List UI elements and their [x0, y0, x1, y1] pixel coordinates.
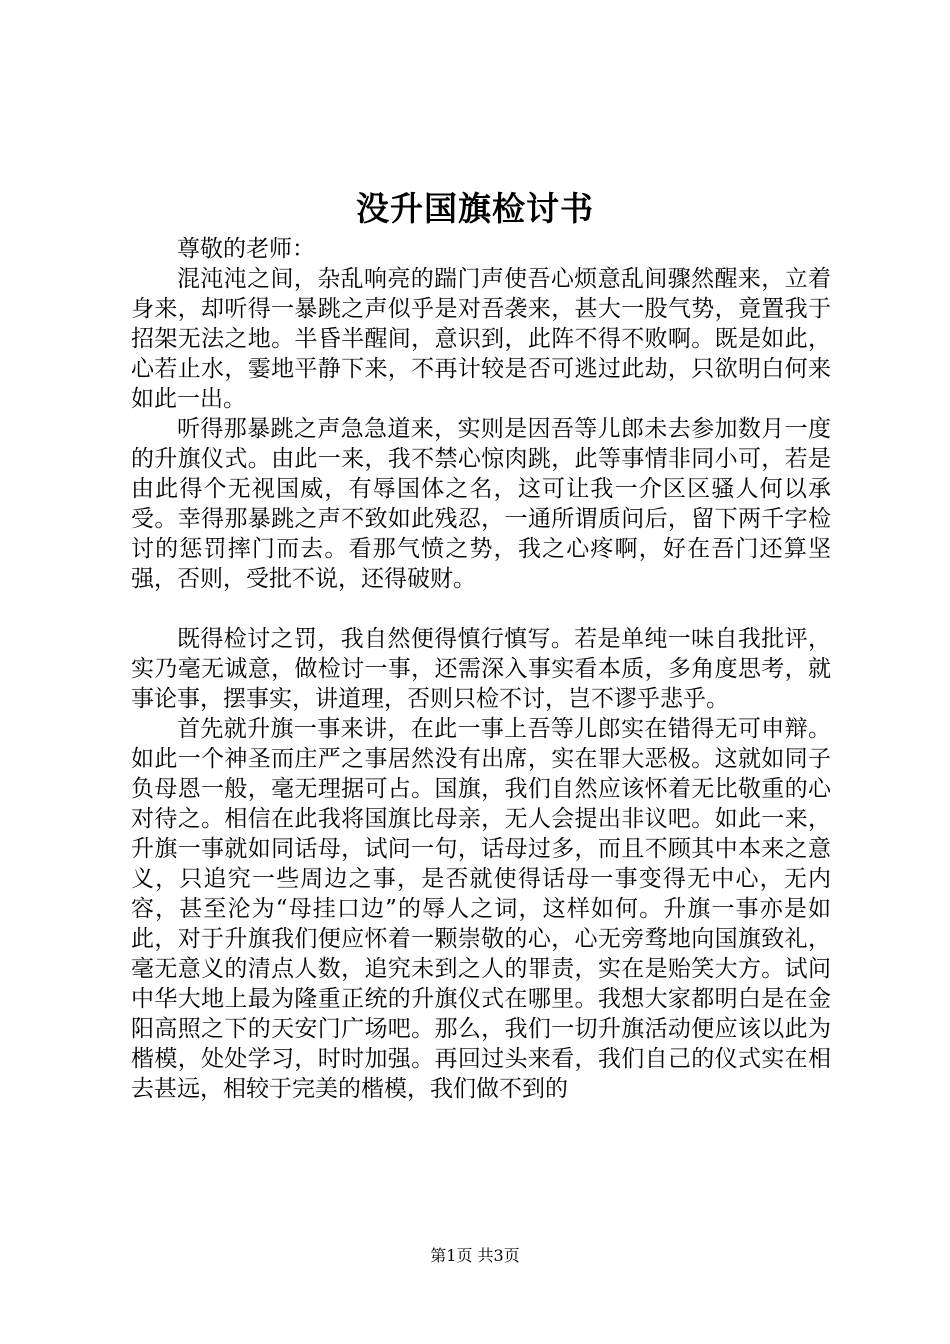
paragraph-2: 听得那暴跳之声急急道来，实则是因吾等儿郎未去参加数月一度的升旗仪式。由此一来，我不禁心惊肉跳，此等事情非同小可，若是由此得个无视国威，有辱国体之名，这可让我一介区区骚人何以承受。幸得那暴跳之声不致如此残忍，一通所谓质问后，留下两千字检讨的惩罚摔门而去。看那气愤之势，我之心疼啊，好在吾门还算坚强，否则，受批不说，还得破财。: [131, 416, 831, 592]
salutation: 尊敬的老师：: [177, 236, 315, 262]
paragraph-4: 首先就升旗一事来讲，在此一事上吾等儿郎实在错得无可申辩。如此一个神圣而庄严之事居然没有出席，实在罪大恶极。这就如同子负母恩一般，毫无理据可占。国旗，我们自然应该怀着无比敬重的心对待之。相信在此我将国旗比母亲，无人会提出非议吧。如此一来，升旗一事就如同话母，试问一句，话母过多，而且不顾其中本来之意义，只追究一些周边之事，是否就使得话母一事变得无中心，无内容，甚至沦为“母挂口边”的辱人之词，这样如何。升旗一事亦是如此，对于升旗我们便应怀着一颗崇敬的心，心无旁骛地向国旗致礼，毫无意义的清点人数，追究未到之人的罪责，实在是贻笑大方。试问中华大地上最为隆重正统的升旗仪式在哪里。我想大家都明白是在金阳高照之下的天安门广场吧。那么，我们一切升旗活动便应该以此为楷模，处处学习，时时加强。再回过头来看，我们自己的仪式实在相去甚远，相较于完美的楷模，我们做不到的: [131, 716, 831, 1102]
paragraph-3: 既得检讨之罚，我自然便得慎行慎写。若是单纯一味自我批评，实乃毫无诚意，做检讨一事，还需深入事实看本质，多角度思考，就事论事，摆事实，讲道理，否则只检不讨，岂不谬乎悲乎。: [131, 626, 831, 712]
paragraph-1: 混沌沌之间，杂乱响亮的踹门声使吾心烦意乱间骤然醒来，立着身来，却听得一暴跳之声似乎是对吾袭来，甚大一股气势，竟置我于招架无法之地。半昏半醒间，意识到，此阵不得不败啊。既是如此，心若止水，霎地平静下来，不再计较是否可逃过此劫，只欲明白何来如此一出。: [131, 266, 831, 412]
document-body: [131, 234, 831, 1104]
page-number-footer: 第1页 共3页: [430, 1246, 520, 1265]
document-title: 没升国旗检讨书: [356, 189, 594, 228]
